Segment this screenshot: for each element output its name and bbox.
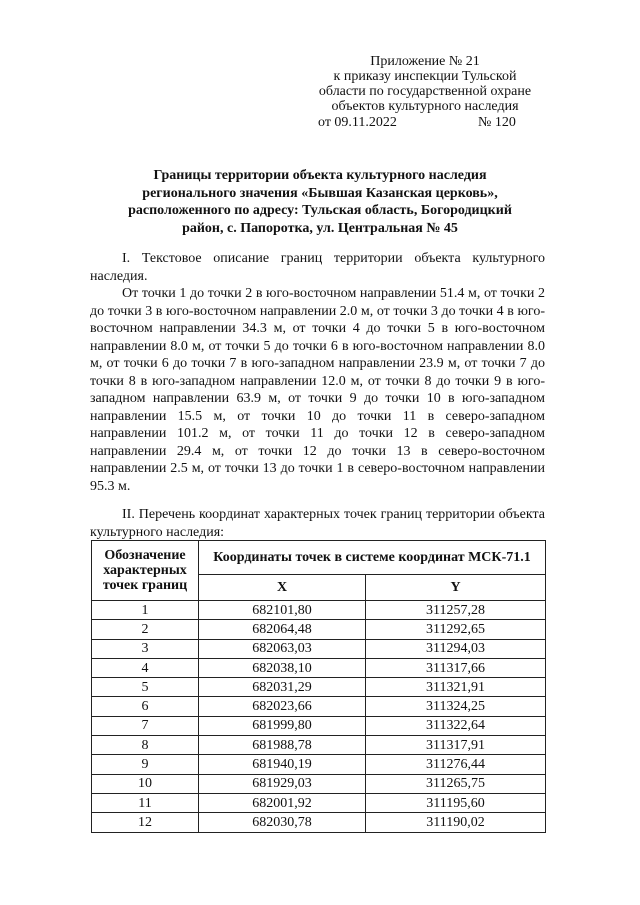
cell-x: 682001,92 <box>199 793 366 812</box>
cell-point: 8 <box>92 736 199 755</box>
appendix-header <box>300 54 550 114</box>
section-1-heading <box>90 250 545 285</box>
cell-y: 311294,03 <box>366 639 546 658</box>
cell-point: 4 <box>92 658 199 677</box>
title-line: район, с. Папоротка, ул. Центральная № 45 <box>182 220 458 236</box>
order-date-number <box>318 115 548 131</box>
appendix-line: к приказу инспекции Тульской <box>333 69 517 84</box>
section-2-heading-text: II. Перечень координат характерных точек границ территории объекта культурного наследия: <box>90 507 545 540</box>
title-line: регионального значения «Бывшая Казанская церковь», <box>142 185 498 201</box>
section-1-body: От точки 1 до точки 2 в юго-восточном направлении 51.4 м, от точки 2 до точки 3 в юго-восточном направлении 2.0 м, от точки 3 до точки 4 в юго-восточном направлении 34.3 м, от точки 4 до точки 5 в юго-восточном направлении 8.0 м, от точки 5 до точки 6 в юго-восточном направлении 8.0 м, от точки 6 до точки 7 в юго-западном направлении 23.9 м, от точки 7 до точки 8 в юго-западном направлении 12.0 м, от точки 8 до точки 9 в юго-западном направлении 63.9 м, от точки 9 до точки 10 в юго-западном направлении 15.5 м, от точки 10 до точки 11 в северо-западном направлении 101.2 м, от точки 11 до точки 12 в северо-западном направлении 29.4 м, от точки 12 до точки 13 в северо-восточном направлении 2.5 м, от точки 13 до точки 1 в северо-восточном направлении 95.3 м. <box>90 286 545 494</box>
cell-y: 311265,75 <box>366 774 546 793</box>
point-column-header: Обозначение характерных точек границ <box>92 541 199 601</box>
table-row <box>92 639 546 658</box>
title-line: Границы территории объекта культурного наследия <box>153 168 487 183</box>
cell-y: 311324,25 <box>366 697 546 716</box>
appendix-line: области по государственной охране <box>318 84 532 99</box>
y-column-header: Y <box>366 575 546 601</box>
cell-y: 311195,60 <box>366 793 546 812</box>
cell-y: 311292,65 <box>366 620 546 639</box>
cell-x: 682023,66 <box>199 697 366 716</box>
cell-x: 681940,19 <box>199 755 366 774</box>
cell-point: 6 <box>92 697 199 716</box>
order-date: от 09.11.2022 <box>318 115 397 130</box>
table-row <box>92 813 546 832</box>
page-title <box>95 167 545 237</box>
cell-y: 311257,28 <box>366 601 546 620</box>
cell-point: 7 <box>92 716 199 735</box>
cell-x: 682063,03 <box>199 639 366 658</box>
table-row <box>92 793 546 812</box>
coordinate-system-header: Координаты точек в системе координат МСК-71.1 <box>199 541 546 575</box>
cell-x: 682064,48 <box>199 620 366 639</box>
cell-x: 681929,03 <box>199 774 366 793</box>
table-row <box>92 601 546 620</box>
cell-x: 682030,78 <box>199 813 366 832</box>
cell-x: 682038,10 <box>199 658 366 677</box>
x-column-header: X <box>199 575 366 601</box>
cell-y: 311190,02 <box>366 813 546 832</box>
cell-x: 682101,80 <box>199 601 366 620</box>
coordinates-table <box>91 540 546 833</box>
section-2-heading <box>90 506 545 541</box>
cell-x: 681988,78 <box>199 736 366 755</box>
cell-x: 681999,80 <box>199 716 366 735</box>
cell-x: 682031,29 <box>199 678 366 697</box>
table-row <box>92 697 546 716</box>
cell-point: 2 <box>92 620 199 639</box>
title-line: расположенного по адресу: Тульская область, Богородицкий <box>128 203 512 218</box>
table-row <box>92 716 546 735</box>
appendix-line: объектов культурного наследия <box>331 99 519 114</box>
cell-point: 12 <box>92 813 199 832</box>
table-row <box>92 658 546 677</box>
cell-y: 311321,91 <box>366 678 546 697</box>
table-row <box>92 736 546 755</box>
table-row <box>92 620 546 639</box>
order-number: № 120 <box>478 115 516 130</box>
cell-point: 10 <box>92 774 199 793</box>
table-row <box>92 774 546 793</box>
appendix-line: Приложение № 21 <box>370 54 480 69</box>
section-1-heading-text: I. Текстовое описание границ территории объекта культурного наследия. <box>90 251 545 284</box>
coordinates-table-body <box>92 601 546 833</box>
cell-point: 3 <box>92 639 199 658</box>
cell-point: 11 <box>92 793 199 812</box>
table-row <box>92 755 546 774</box>
cell-point: 5 <box>92 678 199 697</box>
cell-point: 9 <box>92 755 199 774</box>
cell-point: 1 <box>92 601 199 620</box>
table-row <box>92 678 546 697</box>
cell-y: 311276,44 <box>366 755 546 774</box>
cell-y: 311317,91 <box>366 736 546 755</box>
cell-y: 311322,64 <box>366 716 546 735</box>
cell-y: 311317,66 <box>366 658 546 677</box>
